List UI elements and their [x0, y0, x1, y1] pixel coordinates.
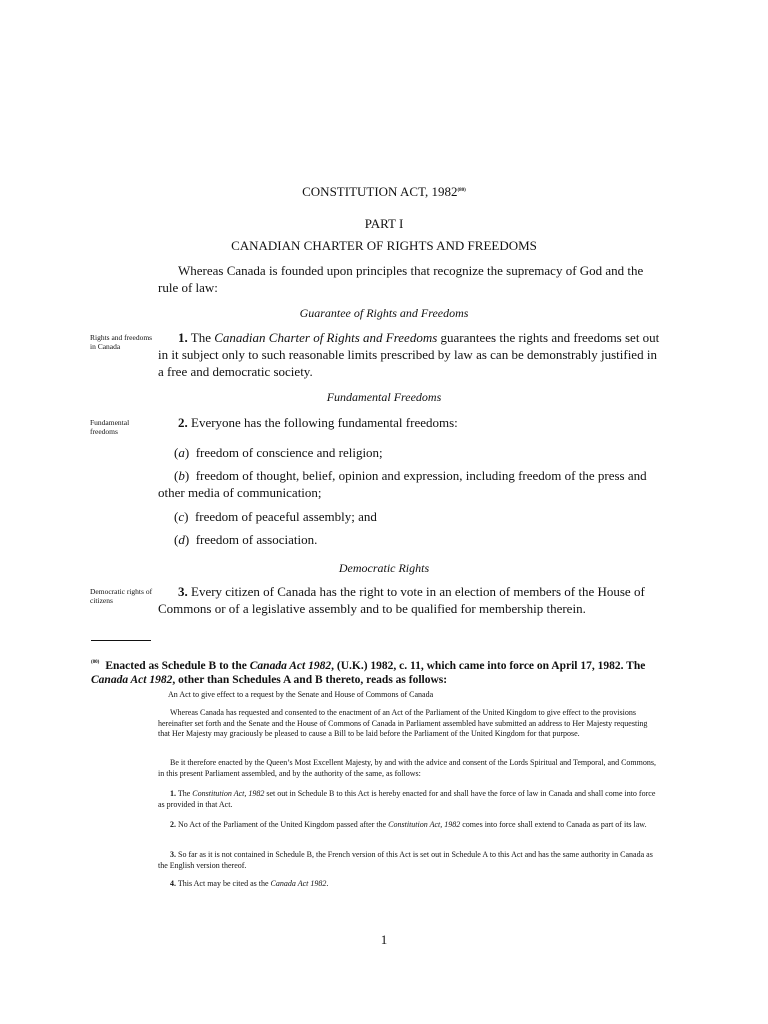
part-heading: PART I	[364, 216, 404, 231]
footnote-long-title: An Act to give effect to a request by the Senate and House of Commons of Canada	[168, 690, 434, 699]
section-3: 3. Every citizen of Canada has the right to vote in an election of members of the House of Commons or of a legislative assembly and to be qualified for membership therein.	[158, 584, 645, 616]
section-1-number: 1.	[178, 330, 188, 345]
footnote-whereas: Whereas Canada has requested and consented to the enactment of an Act of the Parliament of the United Kingdom to give effect to the provisions hereinafter set forth and the Senate and the House of Commons of Canada in Parliament assembled have submitted an address to Her Majesty requesting that Her Majesty may graciously be pleased to cause a Bill to be laid before the Parliament of the United Kingdom for that purpose.	[158, 708, 648, 738]
list-item-c: (c) freedom of peaceful assembly; and	[174, 509, 377, 524]
list-item-a: (a) freedom of conscience and religion;	[174, 445, 383, 460]
margin-note-fundamental: Fundamental freedoms	[90, 418, 130, 436]
margin-note-democratic: Democratic rights of citizens	[90, 587, 153, 605]
footnote-section-4: 4. This Act may be cited as the Canada Act 1982.	[170, 879, 329, 888]
footnote-ref: (80)	[91, 660, 100, 665]
footnote-section-2: 2. No Act of the Parliament of the United Kingdom passed after the Constitution Act, 1982 comes into force shall extend to Canada as part of its law.	[170, 820, 647, 829]
heading-guarantee: Guarantee of Rights and Freedoms	[299, 306, 469, 320]
list-item-d: (d) freedom of association.	[174, 532, 318, 547]
footnote-divider	[91, 640, 151, 641]
section-2-number: 2.	[178, 415, 188, 430]
page-number: 1	[380, 932, 388, 947]
section-1: 1. The Canadian Charter of Rights and Freedoms guarantees the rights and freedoms set out in it subject only to such reasonable limits prescribed by law as can be demonstrably justified in a free and democratic society.	[158, 330, 660, 379]
preamble: Whereas Canada is founded upon principles that recognize the supremacy of God and the rule of law:	[158, 263, 644, 295]
document-title: CONSTITUTION ACT, 1982$^{(80)}$	[302, 184, 466, 199]
title-footnote-ref: (80)	[457, 188, 466, 193]
charter-title: CANADIAN CHARTER OF RIGHTS AND FREEDOMS	[231, 238, 537, 253]
section-3-number: 3.	[178, 584, 188, 599]
list-item-b: (b) freedom of thought, belief, opinion and expression, including freedom of the press and other media of communication;	[158, 468, 647, 500]
footnote-section-3: 3. So far as it is not contained in Schedule B, the French version of this Act is set out in Schedule A to this Act and has the same authority in Canada as the English version thereof.	[158, 850, 653, 870]
margin-note-rights-freedoms: Rights and freedoms in Canada	[90, 333, 153, 351]
section-2: 2. Everyone has the following fundamental freedoms:	[178, 415, 458, 430]
heading-democratic: Democratic Rights	[338, 561, 430, 575]
heading-fundamental: Fundamental Freedoms	[326, 390, 442, 404]
footnote-main: $^{(80)}$ Enacted as Schedule B to the Canada Act 1982, (U.K.) 1982, c. 11, which came into force on April 17, 1982. The Canada Act 1982, other than Schedules A and B thereto, reads as follows:	[91, 660, 646, 686]
footnote-enacting: Be it therefore enacted by the Queen’s Most Excellent Majesty, by and with the advice and consent of the Lords Spiritual and Temporal, and Commons, in this present Parliament assembled, and by the authority of the same, as follows:	[158, 758, 656, 778]
footnote-section-1: 1. The Constitution Act, 1982 set out in Schedule B to this Act is hereby enacted for and shall have the force of law in Canada and shall come into force as provided in that Act.	[158, 789, 656, 809]
